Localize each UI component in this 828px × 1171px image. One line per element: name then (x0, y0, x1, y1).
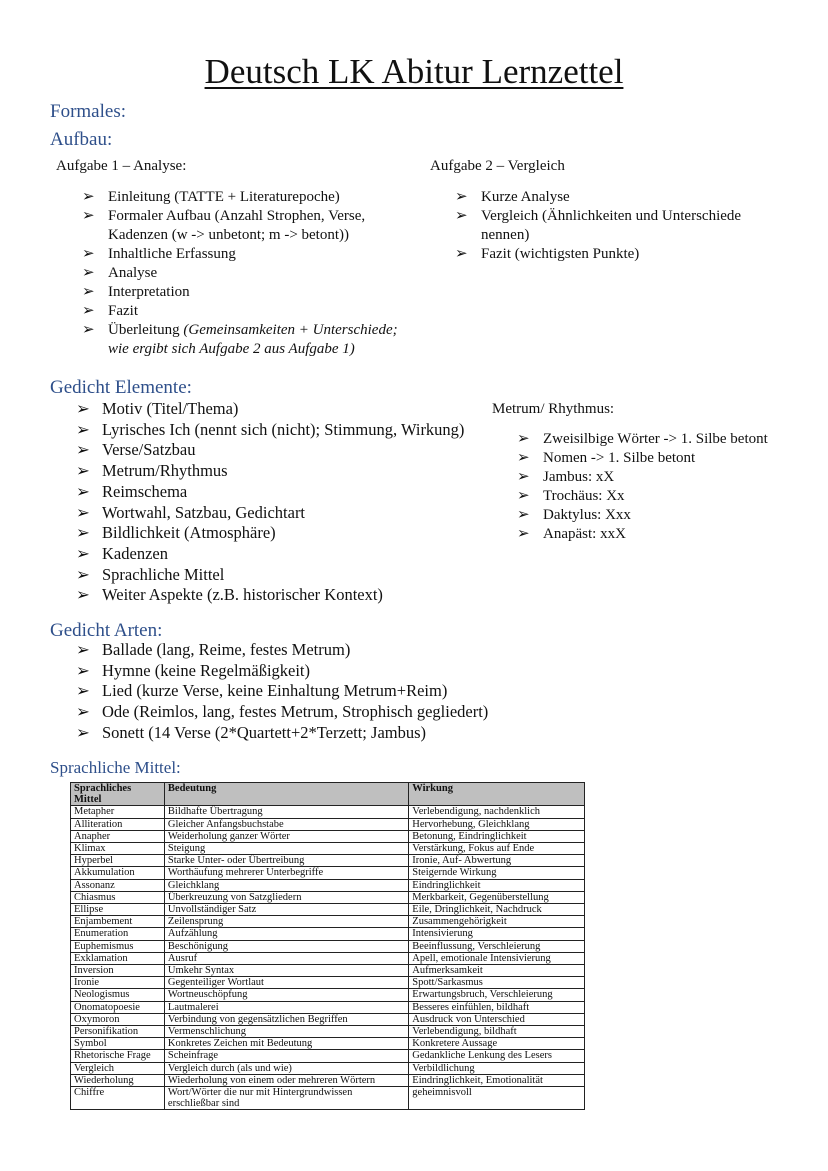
list-item: ➢ Weiter Aspekte (z.B. historischer Kontext) (76, 585, 383, 605)
list-item: ➢ Kadenzen (76, 543, 168, 563)
list-item: ➢ Wortwahl, Satzbau, Gedichtart (76, 502, 306, 522)
table-row: Neologismus Wortneuschöpfung Erwartungsbruch, Verschleierung (71, 989, 585, 1001)
list-item: ➢ Anapäst: xxX (517, 526, 626, 542)
column-header: Sprachliches Mittel (71, 783, 165, 806)
column-header: Bedeutung (164, 783, 408, 806)
table-row: Rhetorische Frage Scheinfrage Gedankliche Lenkung des Lesers (71, 1050, 585, 1062)
list-item: ➢ Sonett (14 Verse (2*Quartett+2*Terzett; Jambus) (76, 722, 427, 742)
list-item: ➢ Nomen -> 1. Silbe betont (517, 450, 696, 466)
arrow-bullet-icon: ➢ (517, 450, 530, 466)
sprachliche-mittel-table (70, 782, 585, 1110)
arrow-bullet-icon: ➢ (76, 543, 90, 563)
arrow-bullet-icon: ➢ (76, 523, 90, 543)
arrow-bullet-icon: ➢ (82, 208, 95, 224)
list-item: ➢ Kurze Analyse (455, 189, 570, 205)
arrow-bullet-icon: ➢ (517, 469, 530, 485)
list-item: ➢ Trochäus: Xx (517, 488, 625, 504)
arrow-bullet-icon: ➢ (517, 488, 530, 504)
arrow-bullet-icon: ➢ (76, 564, 90, 584)
aufgabe2-heading: Aufgabe 2 – Vergleich (430, 158, 565, 174)
arrow-bullet-icon: ➢ (517, 526, 530, 542)
section-heading-sprachliche-mittel: Sprachliche Mittel: (50, 758, 181, 777)
table-row: Wiederholung Wiederholung von einem oder mehreren Wörtern Eindringlichkeit, Emotionalität (71, 1074, 585, 1086)
list-item: ➢ Jambus: xX (517, 469, 615, 485)
list-item: ➢ Fazit (82, 303, 138, 319)
table-row: Anapher Weiderholung ganzer Wörter Betonung, Eindringlichkeit (71, 830, 585, 842)
table-row: Chiffre Wort/Wörter die nur mit Hintergrundwissen erschließbar sind geheimnisvoll (71, 1087, 585, 1110)
arrow-bullet-icon: ➢ (76, 440, 90, 460)
list-item: ➢ Verse/Satzbau (76, 440, 196, 460)
arrow-bullet-icon: ➢ (517, 431, 530, 447)
list-item: ➢ Motiv (Titel/Thema) (76, 399, 239, 418)
table-row: Klimax Steigung Verstärkung, Fokus auf Ende (71, 843, 585, 855)
list-item: ➢ Lied (kurze Verse, keine Einhaltung Metrum+Reim) (76, 681, 448, 701)
list-item: ➢ Sprachliche Mittel (76, 564, 225, 584)
page-title: Deutsch LK Abitur Lernzettel (204, 52, 624, 91)
arrow-bullet-icon: ➢ (82, 189, 95, 205)
arrow-bullet-icon: ➢ (455, 208, 468, 224)
list-item: ➢ Ballade (lang, Reime, festes Metrum) (76, 640, 351, 659)
metrum-list (517, 430, 812, 544)
table-header-row (71, 783, 585, 806)
list-item: ➢ Bildlichkeit (Atmosphäre) (76, 523, 276, 543)
aufgabe1-heading: Aufgabe 1 – Analyse: (56, 158, 187, 174)
table-row: Ironie Gegenteiliger Wortlaut Spott/Sarkasmus (71, 977, 585, 989)
table-row: Alliteration Gleicher Anfangsbuchstabe Hervorhebung, Gleichklang (71, 818, 585, 830)
table-row: Euphemismus Beschönigung Beeinflussung, Verschleierung (71, 940, 585, 952)
list-item: ➢ Vergleich (Ähnlichkeiten und Unterschiede nennen) (455, 208, 742, 243)
arrow-bullet-icon: ➢ (82, 322, 95, 338)
table-row: Oxymoron Verbindung von gegensätzlichen Begriffen Ausdruck von Unterschied (71, 1013, 585, 1025)
arrow-bullet-icon: ➢ (76, 660, 90, 680)
aufgabe1-list (82, 188, 412, 359)
list-item: ➢ Lyrisches Ich (nennt sich (nicht); Stimmung, Wirkung) (76, 419, 465, 439)
gedicht-arten-list (76, 640, 546, 744)
arrow-bullet-icon: ➢ (76, 640, 90, 659)
list-item: ➢ Analyse (82, 265, 158, 281)
table-row: Chiasmus Überkreuzung von Satzgliedern Merkbarkeit, Gegenüberstellung (71, 891, 585, 903)
arrow-bullet-icon: ➢ (517, 507, 530, 523)
arrow-bullet-icon: ➢ (455, 246, 468, 262)
list-item: ➢ Reimschema (76, 481, 188, 501)
table-row: Vergleich Vergleich durch (als und wie) Verbildlichung (71, 1062, 585, 1074)
arrow-bullet-icon: ➢ (82, 284, 95, 300)
list-item: ➢ Formaler Aufbau (Anzahl Strophen, Verse, Kadenzen (w -> unbetont; m -> betont)) (82, 208, 366, 243)
list-item: ➢ Fazit (wichtigsten Punkte) (455, 246, 640, 262)
ueberleitung-note: (Gemeinsamkeiten + Unterschiede; wie ergibt sich Aufgabe 2 aus Aufgabe 1) (108, 322, 398, 357)
section-heading-aufbau: Aufbau: (50, 129, 113, 150)
arrow-bullet-icon: ➢ (82, 303, 95, 319)
arrow-bullet-icon: ➢ (76, 722, 90, 742)
list-item: ➢ Interpretation (82, 284, 190, 300)
column-header: Wirkung (409, 783, 585, 806)
list-item: ➢ Hymne (keine Regelmäßigkeit) (76, 660, 311, 680)
gedicht-elemente-list (76, 399, 486, 606)
aufgabe2-list (455, 188, 765, 264)
table-row: Ellipse Unvollständiger Satz Eile, Dringlichkeit, Nachdruck (71, 904, 585, 916)
section-heading-gedicht-elemente: Gedicht Elemente: (50, 377, 192, 398)
table-row: Symbol Konkretes Zeichen mit Bedeutung Konkretere Aussage (71, 1038, 585, 1050)
arrow-bullet-icon: ➢ (82, 246, 95, 262)
list-item: ➢ Einleitung (TATTE + Literaturepoche) (82, 189, 340, 205)
arrow-bullet-icon: ➢ (76, 502, 90, 522)
table-row: Akkumulation Worthäufung mehrerer Unterbegriffe Steigernde Wirkung (71, 867, 585, 879)
arrow-bullet-icon: ➢ (76, 481, 90, 501)
arrow-bullet-icon: ➢ (76, 461, 90, 481)
table-row: Onomatopoesie Lautmalerei Besseres einfühlen, bildhaft (71, 1001, 585, 1013)
table-row: Enumeration Aufzählung Intensivierung (71, 928, 585, 940)
arrow-bullet-icon: ➢ (455, 189, 468, 205)
list-item: ➢ Ode (Reimlos, lang, festes Metrum, Strophisch gegliedert) (76, 702, 489, 722)
list-item: ➢ Überleitung (Gemeinsamkeiten + Unterschiede; wie ergibt sich Aufgabe 2 aus Aufgabe 1) (82, 322, 398, 357)
table-row: Enjambement Zeilensprung Zusammengehörigkeit (71, 916, 585, 928)
arrow-bullet-icon: ➢ (76, 681, 90, 701)
table-row: Personifikation Vermenschlichung Verlebendigung, bildhaft (71, 1026, 585, 1038)
metrum-heading: Metrum/ Rhythmus: (492, 401, 615, 417)
arrow-bullet-icon: ➢ (76, 419, 90, 439)
list-item: ➢ Daktylus: Xxx (517, 507, 631, 523)
table-row: Hyperbel Starke Unter- oder Übertreibung Ironie, Auf- Abwertung (71, 855, 585, 867)
table-row: Assonanz Gleichklang Eindringlichkeit (71, 879, 585, 891)
list-item: ➢ Inhaltliche Erfassung (82, 246, 236, 262)
section-heading-formales: Formales: (50, 101, 126, 122)
section-heading-gedicht-arten: Gedicht Arten: (50, 620, 163, 641)
list-item: ➢ Zweisilbige Wörter -> 1. Silbe betont (517, 431, 768, 447)
table-row: Metapher Bildhafte Übertragung Verlebendigung, nachdenklich (71, 806, 585, 818)
arrow-bullet-icon: ➢ (76, 399, 90, 418)
table-row: Exklamation Ausruf Apell, emotionale Intensivierung (71, 952, 585, 964)
list-item: ➢ Metrum/Rhythmus (76, 461, 228, 481)
table-row: Inversion Umkehr Syntax Aufmerksamkeit (71, 965, 585, 977)
arrow-bullet-icon: ➢ (76, 585, 90, 605)
arrow-bullet-icon: ➢ (82, 265, 95, 281)
arrow-bullet-icon: ➢ (76, 702, 90, 722)
